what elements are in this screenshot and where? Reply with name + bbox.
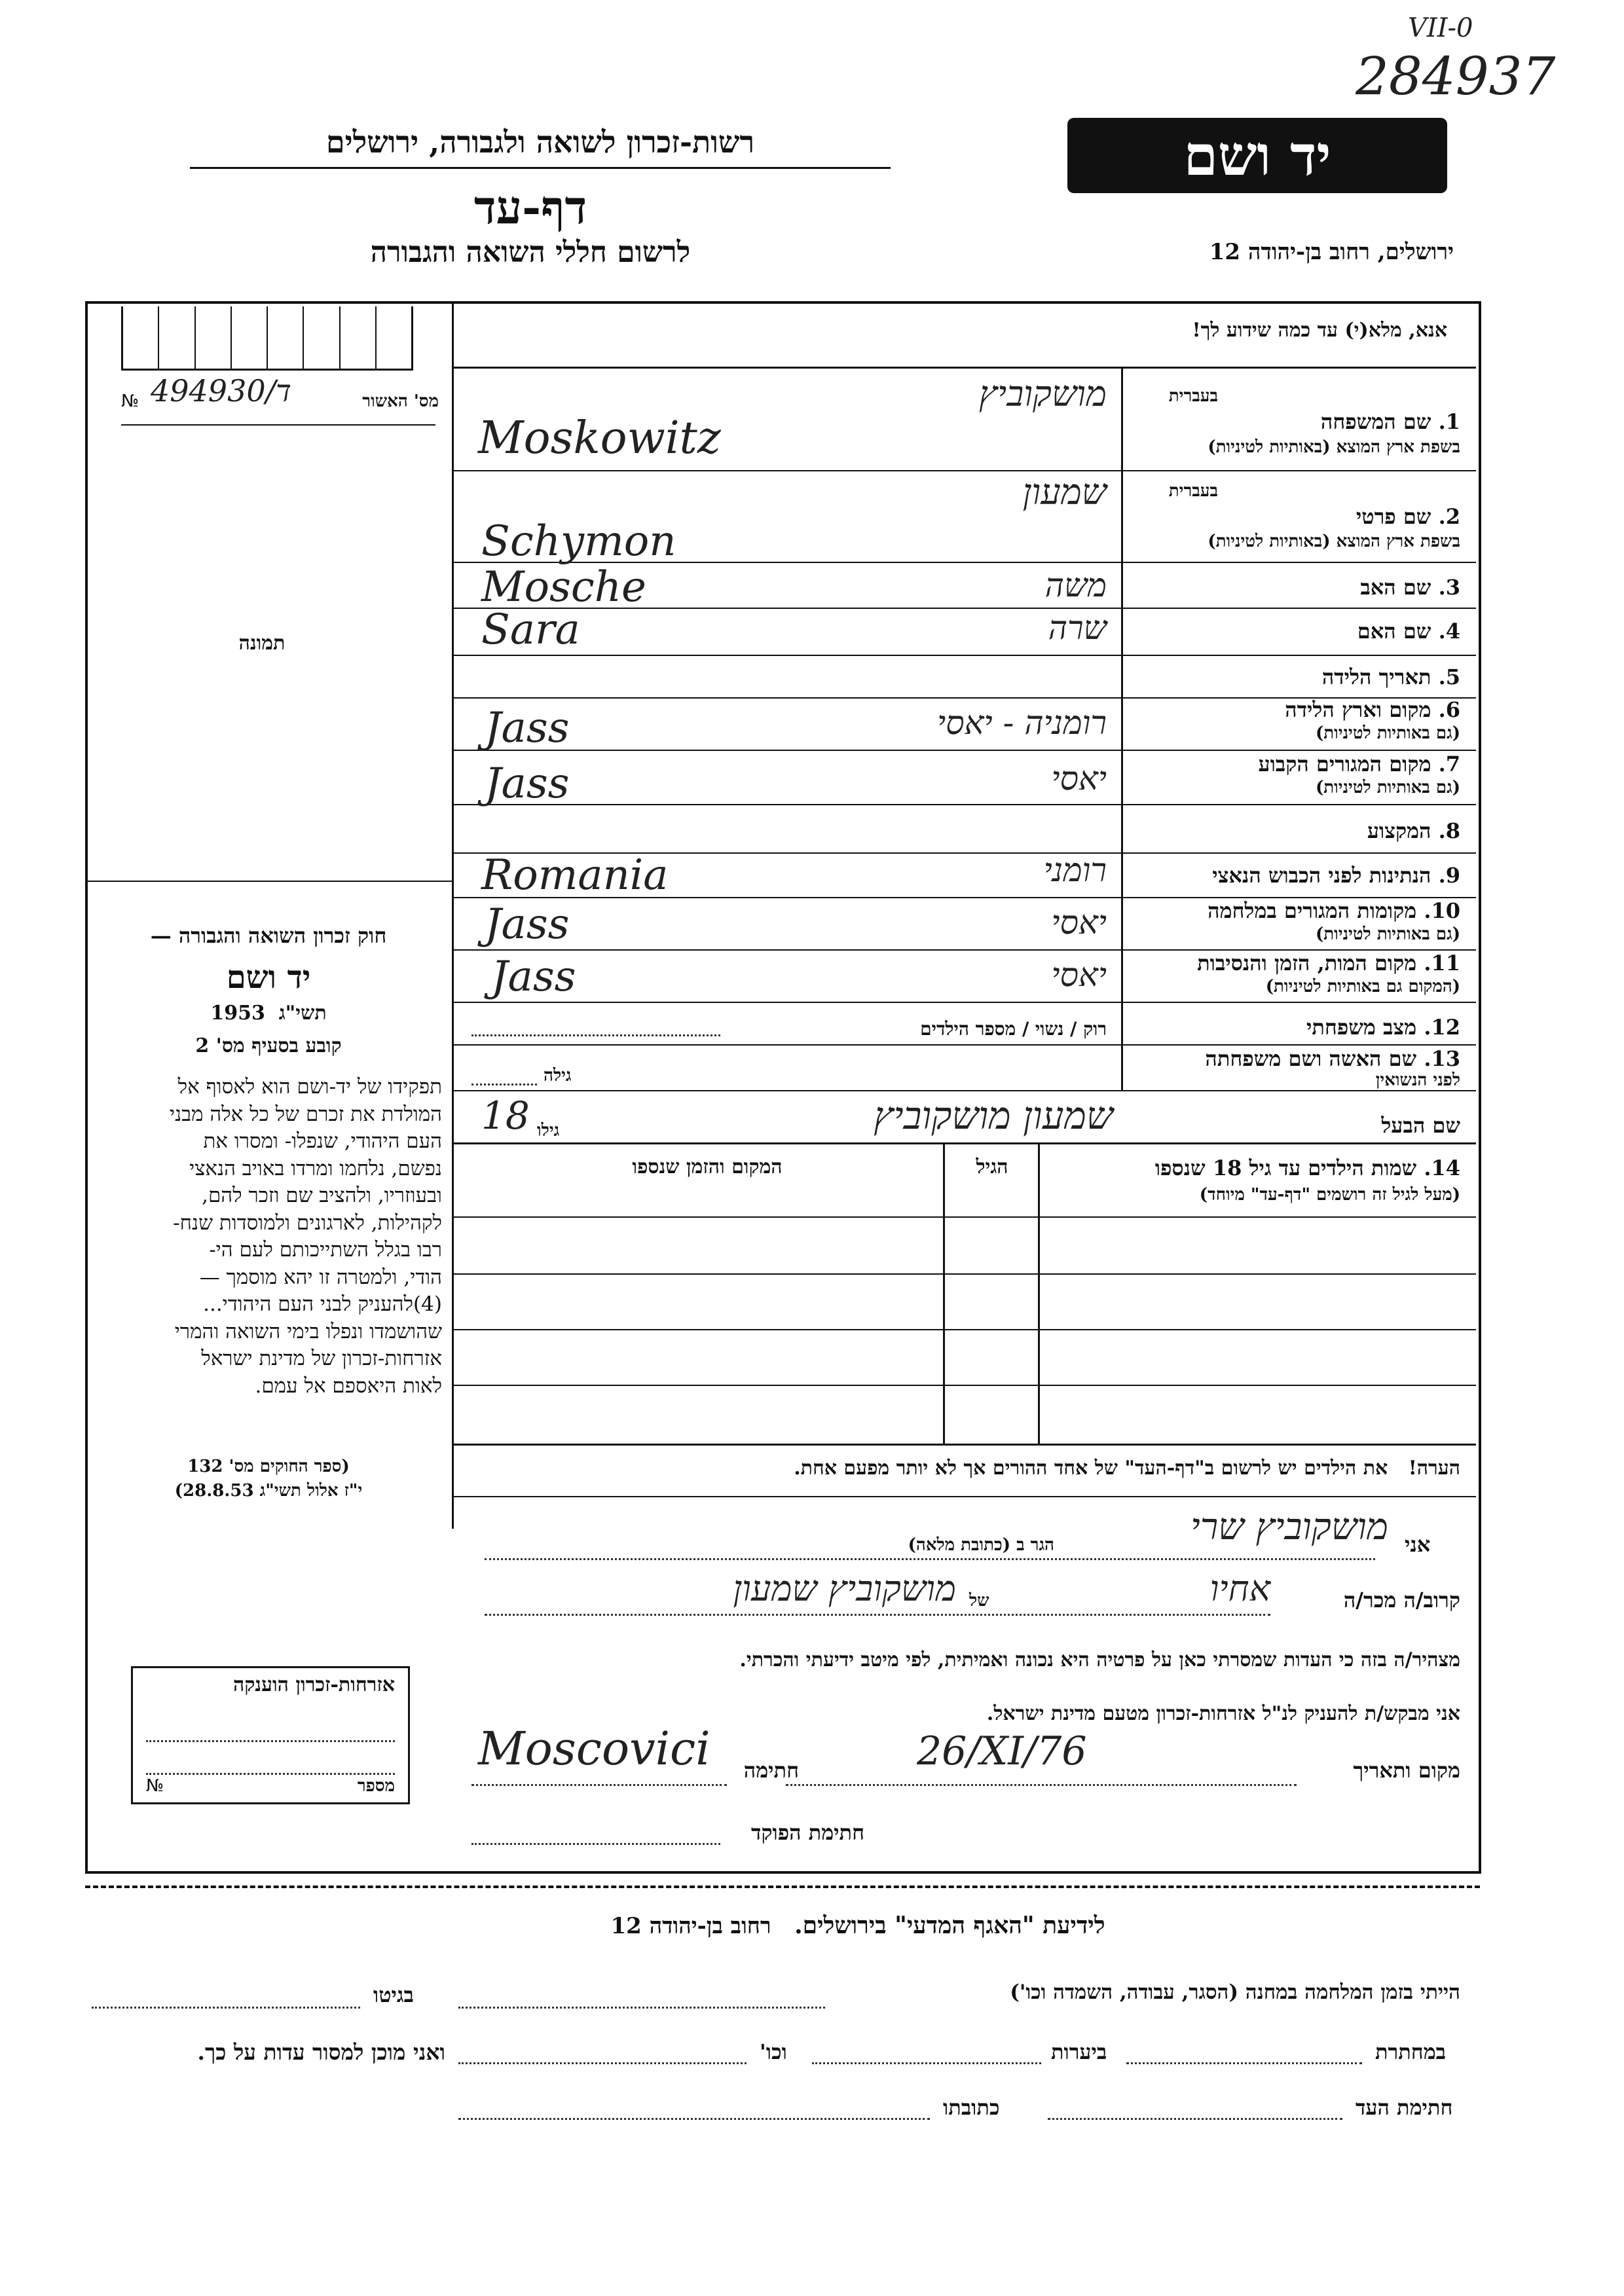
citizenship-number-label: מספר: [357, 1776, 395, 1796]
wife-age-line: [471, 1084, 537, 1085]
law-line: לאות היאספם אל עמם.: [255, 1374, 442, 1398]
field-7-latin-value: Jass: [485, 759, 570, 808]
children-age-header: הגיל: [976, 1156, 1008, 1178]
notice-line3-blank: [458, 2118, 930, 2120]
law-line: המולדת את זכרם של כל אלה מבני: [169, 1102, 442, 1126]
law-year-number: 1953: [210, 1002, 265, 1025]
notice-title-rest: רחוב בן-יהודה 12: [610, 1913, 771, 1939]
remark-label: הערה!: [1408, 1457, 1460, 1480]
field-label: שם האם: [1357, 619, 1431, 644]
citizenship-line: [146, 1773, 395, 1775]
field-num: 8.: [1438, 818, 1460, 843]
declarant-name: מושקוביץ שרי: [1190, 1506, 1388, 1548]
field-num: 14.: [1424, 1156, 1460, 1180]
field-label: שם פרטי: [1356, 504, 1431, 529]
field-3-hebrew-value: משה: [1044, 566, 1107, 604]
form-plea: אנא, מלא(י) עד כמה שידוע לך!: [1192, 319, 1447, 342]
field-12-label: [1126, 1015, 1460, 1040]
of-value: מושקוביץ שמעון: [733, 1568, 956, 1609]
notice-line2-d: ואני מוכן למסור עדות על כך.: [197, 2039, 445, 2065]
citizenship-request: אני מבקש/ת להעניק לנ"ל אזרחות-זכרון מטעם מדינת ישראל.: [986, 1702, 1460, 1725]
sidebar-separator: [88, 881, 452, 882]
notice-line2-c: וכו': [760, 2039, 787, 2064]
law-line: לקהילות, לארגונים ולמוסדות שנח-: [173, 1211, 442, 1235]
children-count-line: [471, 1034, 720, 1036]
children-title: [1041, 1156, 1460, 1180]
field-label: מקום וארץ הלידה: [1285, 697, 1431, 722]
remark-line: [452, 1496, 1476, 1497]
marital-options-text: רוק / נשוי / מספר הילדים: [920, 1018, 1107, 1040]
husband-name-value: שמעון מושקוביץ: [874, 1093, 1113, 1138]
marital-options: [707, 1018, 1107, 1040]
law-line: תפקידו של יד-ושם הוא לאסוף אל: [177, 1075, 442, 1099]
approval-number: 494930/ד: [151, 373, 291, 409]
approval-box-cells: [121, 306, 413, 371]
field-11-hebrew-value: יאסי: [1051, 956, 1107, 994]
field-8-label: [1172, 818, 1460, 843]
children-row-line: [452, 1216, 1476, 1218]
remark-text: את הילדים יש לרשום ב"דף-העד" של אחד ההורים אך לא יותר מפעם אחת.: [794, 1457, 1388, 1480]
field-num: 2.: [1438, 504, 1460, 529]
field-4-hebrew-value: שרה: [1048, 609, 1107, 647]
officer-signature-line: [471, 1843, 720, 1845]
field-1-label: [1172, 409, 1460, 434]
notice-line1-a: הייתי בזמן המלחמה במחנה (הסגר, עבודה, השמדה וכו'): [1010, 1980, 1460, 2004]
page-title: דף-עד: [473, 180, 587, 234]
signature-line: [471, 1784, 727, 1786]
labels-divider: [1121, 367, 1123, 1090]
law-line: רבו בגלל השתייכותם לעם הי-: [209, 1238, 442, 1262]
law-logo: יד ושם: [226, 959, 311, 996]
children-place-header: המקום והזמן שנספו: [632, 1156, 783, 1178]
law-line: העם היהודי, שנפלו- ומסרו את: [203, 1129, 442, 1153]
field-10-label: [1126, 898, 1460, 923]
field-13-note: לפני הנשואין: [1375, 1070, 1460, 1090]
row-line: [452, 1002, 1476, 1003]
notice-line1-b: בגיטו: [373, 1982, 414, 2007]
law-year-hebrew: תשי"ג: [278, 1002, 327, 1025]
field-1-latin-value: Moskowitz: [478, 412, 721, 464]
row-line: [452, 655, 1476, 656]
relation-line: [485, 1614, 1270, 1616]
field-num: 4.: [1438, 619, 1460, 644]
husband-label: שם הבעל: [1381, 1113, 1460, 1138]
children-row-line: [452, 1329, 1476, 1330]
children-subtitle: (מעל לגיל זה רושמים "דף-עד" מיוחד): [1199, 1185, 1460, 1205]
row-line: [452, 1090, 1476, 1091]
latin-note: בשפת ארץ המוצא (באותיות לטיניות): [1208, 437, 1460, 457]
law-source-1: (ספר החוקים מס' 132: [187, 1457, 350, 1476]
also-latin-note: (גם באותיות לטיניות): [1315, 778, 1460, 797]
also-latin-note: (גם באותיות לטיניות): [1315, 723, 1460, 743]
citizenship-no-sign: №: [146, 1776, 164, 1796]
field-label: שם האב: [1360, 575, 1431, 600]
field-num: 6.: [1438, 697, 1460, 722]
field-4-label: [1172, 619, 1460, 644]
field-9-latin-value: Romania: [481, 851, 669, 900]
field-4-latin-value: Sara: [481, 606, 580, 654]
field-label: המקצוע: [1367, 818, 1431, 843]
signature-label: חתימה: [743, 1758, 799, 1783]
field-num: 12.: [1424, 1015, 1460, 1040]
field-3-label: [1172, 575, 1460, 600]
notice-title: [498, 1912, 1218, 1939]
notice-line3-blank: [1048, 2118, 1342, 2120]
hebrew-tag: בעברית: [1168, 481, 1218, 501]
law-section: קובע בסעיף מס' 2: [195, 1034, 342, 1057]
field-label: מצב משפחתי: [1306, 1015, 1417, 1040]
field-13-label: [1126, 1046, 1460, 1071]
authority-name: רשות-זכרון לשואה ולגבורה, ירושלים: [325, 124, 755, 160]
children-col-divider: [943, 1142, 945, 1444]
row-line: [452, 750, 1476, 751]
place-date-label: מקום ותאריך: [1353, 1758, 1460, 1783]
notice-line2-a: במחתרת: [1375, 2039, 1447, 2064]
children-row-line: [452, 1444, 1476, 1446]
hebrew-tag: בעברית: [1168, 386, 1218, 406]
notice-line2-blank: [1126, 2062, 1362, 2064]
law-line: אזרחות-זכרון של מדינת ישראל: [201, 1347, 442, 1370]
row-line: [452, 1044, 1476, 1046]
field-3-latin-value: Mosche: [481, 563, 646, 611]
field-5-label: [1172, 665, 1460, 689]
citizenship-box-title: אזרחות-זכרון הוענקה: [232, 1673, 395, 1696]
row-line: [452, 1142, 1476, 1144]
notice-line3-a: חתימת העד: [1356, 2095, 1453, 2120]
field-2-latin-value: Schymon: [481, 517, 676, 566]
field-10-hebrew-value: יאסי: [1051, 903, 1107, 941]
field-11-latin-value: Jass: [491, 953, 576, 1001]
notice-title-strong: לידיעת "האגף המדעי" בירושלים.: [794, 1912, 1105, 1939]
field-label: שם המשפחה: [1320, 409, 1431, 434]
field-2-hebrew-value: שמעון: [1022, 471, 1107, 513]
declarant-line: [485, 1558, 1375, 1560]
declarant-address-label: הגר ב (כתובת מלאה): [908, 1535, 1054, 1555]
field-label: תאריך הלידה: [1321, 665, 1431, 689]
field-11-note: (המקום גם באותיות לטיניות): [1265, 977, 1460, 996]
children-row-line: [452, 1385, 1476, 1386]
approval-underline: [121, 424, 435, 426]
field-num: 9.: [1438, 863, 1460, 888]
field-10-latin-value: Jass: [485, 900, 570, 949]
field-11-label: [1126, 951, 1460, 975]
field-6-latin-value: Jass: [485, 704, 570, 752]
notice-line1-blank: [92, 2007, 360, 2009]
field-2-label: [1172, 504, 1460, 529]
field-1-hebrew-value: מושקוביץ: [978, 373, 1107, 414]
field-num: 3.: [1438, 575, 1460, 600]
plea-separator: [452, 367, 1476, 369]
field-6-label: [1126, 697, 1460, 722]
notice-line2-blank: [458, 2062, 747, 2064]
field-7-label: [1126, 752, 1460, 776]
field-num: 11.: [1424, 951, 1460, 975]
field-num: 5.: [1438, 665, 1460, 689]
field-num: 13.: [1424, 1046, 1460, 1071]
field-label: מקום המות, הזמן והנסיבות: [1197, 951, 1417, 975]
field-9-hebrew-value: רומני: [1043, 851, 1107, 889]
citizenship-box: [131, 1666, 410, 1804]
field-num: 10.: [1424, 898, 1460, 923]
of-label: של: [969, 1591, 989, 1611]
notice-line1-blank: [458, 2007, 825, 2009]
declarant-i-label: אני: [1405, 1532, 1431, 1557]
law-year: [98, 1002, 439, 1025]
law-line: שהושמדו ונפלו בימי השואה והמרי: [174, 1319, 442, 1343]
yad-vashem-logo: [1067, 118, 1447, 193]
field-6-hebrew-value: רומניה - יאסי: [936, 704, 1107, 742]
children-title-text: שמות הילדים עד גיל 18 שנספו: [1154, 1156, 1417, 1180]
law-line: (4)להעניק לבני העם היהודי...: [203, 1292, 442, 1316]
remark: [478, 1457, 1460, 1480]
photo-placeholder: תמונה: [238, 632, 286, 655]
sidebar-divider: [452, 301, 454, 1529]
law-text: [95, 1074, 442, 1400]
latin-note: בשפת ארץ המוצא (באותיות לטיניות): [1208, 532, 1460, 551]
notice-line3-b: כתובתו: [943, 2095, 1000, 2120]
notice-line2-b: ביערות: [1051, 2039, 1107, 2064]
husband-age-label: גילו: [537, 1121, 560, 1140]
place-date-line: [786, 1784, 1297, 1786]
law-line: הודי, ולמטרה זו יהא מוסמך —: [199, 1265, 442, 1289]
approval-label: מס' האשור: [362, 392, 439, 411]
law-line: ובעוזריו, ולהציב שם וזכר להם,: [202, 1184, 442, 1207]
institute-address: ירושלים, רחוב בן-יהודה 12: [1209, 239, 1454, 265]
declaration-text: מצהיר/ה בזה כי העדות שמסרתי כאן על פרטיה היא נכונה ואמיתית, לפי מיטב ידיעתי והכרתי.: [739, 1649, 1460, 1671]
archive-number: 284937: [1356, 46, 1556, 107]
signature-value: Moscovici: [478, 1722, 710, 1776]
row-line: [452, 804, 1476, 805]
law-source-2: י"ז אלול תשי"ג 28.8.53): [174, 1481, 363, 1501]
husband-age-value: 18: [481, 1093, 530, 1138]
page-subtitle: לרשום חללי השואה והגבורה: [370, 236, 691, 269]
also-latin-note: (גם באותיות לטיניות): [1315, 924, 1460, 944]
field-num: 7.: [1438, 752, 1460, 776]
field-7-hebrew-value: יאסי: [1051, 759, 1107, 797]
law-line: נפשם, נלחמו ומרדו באויב הנאצי: [189, 1156, 442, 1180]
approval-no-sign: №: [121, 392, 139, 411]
field-label: מקום המגורים הקבוע: [1258, 752, 1431, 776]
field-label: הנתינות לפני הכבוש הנאצי: [1212, 863, 1431, 888]
wife-age-label: גילה: [544, 1066, 572, 1085]
field-label: מקומות המגורים במלחמה: [1208, 898, 1417, 923]
citizenship-line: [146, 1740, 395, 1742]
children-row-line: [452, 1273, 1476, 1275]
cut-line: [85, 1886, 1480, 1888]
relation-value: אחיו: [1209, 1568, 1270, 1609]
logo-text: יד ושם: [1183, 123, 1331, 188]
children-col-divider: [1038, 1142, 1040, 1444]
header-underline: [190, 167, 891, 169]
law-title: חוק זכרון השואה והגבורה —: [150, 923, 387, 948]
date-value: 26/XI/76: [917, 1728, 1087, 1774]
archive-mark: VII-0: [1408, 13, 1473, 43]
field-label: שם האשה ושם משפחתה: [1205, 1046, 1417, 1071]
officer-signature-label: חתימת הפוקד: [751, 1820, 864, 1845]
field-num: 1.: [1438, 409, 1460, 434]
relation-label: קרוב/ה מכר/ה: [1343, 1588, 1460, 1613]
notice-line2-blank: [812, 2062, 1041, 2064]
field-9-label: [1126, 863, 1460, 888]
